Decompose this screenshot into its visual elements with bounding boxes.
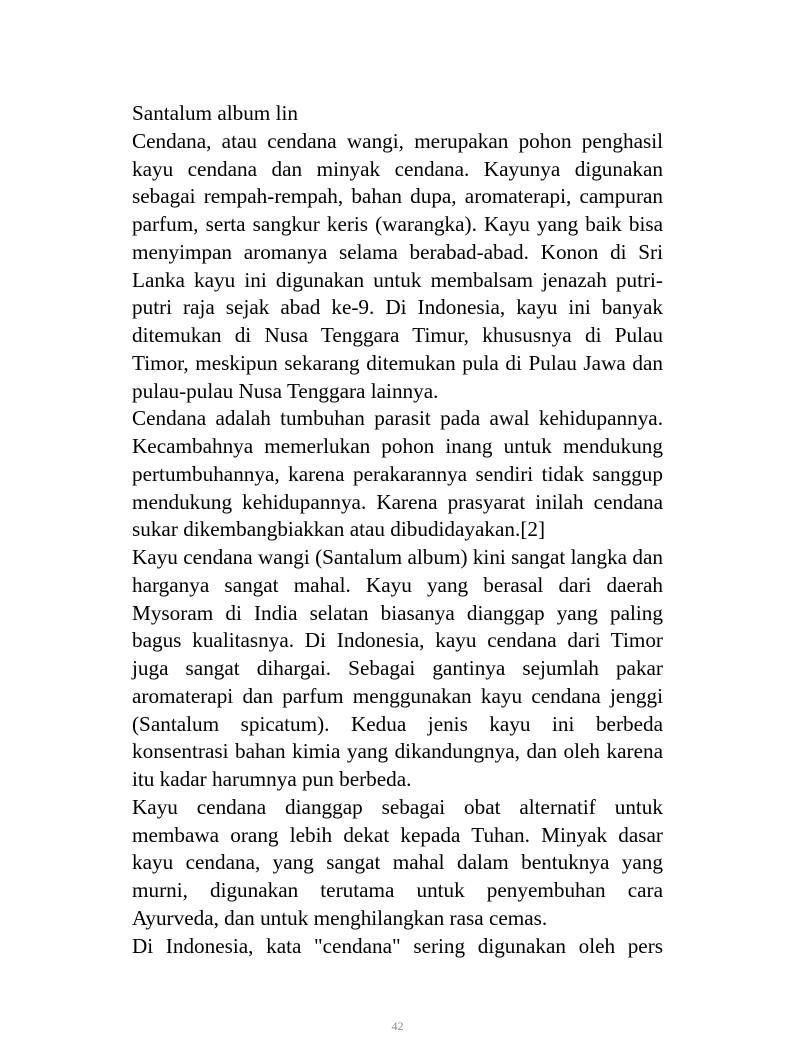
paragraph-2: Cendana adalah tumbuhan parasit pada awal kehidupannya. Kecambahnya memerlukan pohon inang untuk mendukung pertumbuhannya, karena perakarannya sendiri tidak sanggup mendukung kehidupannya. Karena prasyarat inilah cendana sukar dikembangbiakkan atau dibudidayakan.[2]: [132, 406, 663, 542]
paragraph-4: Kayu cendana dianggap sebagai obat alternatif untuk membawa orang lebih dekat kepada Tuhan. Minyak dasar kayu cendana, yang sangat mahal dalam bentuknya yang murni, digunakan terutama untuk penyembuhan cara Ayurveda, dan untuk menghilangkan rasa cemas.: [132, 794, 663, 930]
document-title: Santalum album lin: [132, 101, 298, 125]
page-number: 42: [391, 1019, 404, 1033]
paragraph-5: Di Indonesia, kata "cendana" sering digunakan oleh pers: [132, 933, 663, 958]
document-body: [132, 100, 663, 960]
paragraph-1: Cendana, atau cendana wangi, merupakan pohon penghasil kayu cendana dan minyak cendana. Kayunya digunakan sebagai rempah-rempah, bahan dupa, aromaterapi, campuran parfum, serta sangkur keris (warangka). Kayu yang baik bisa menyimpan aromanya selama berabad-abad. Konon di Sri Lanka kayu ini digunakan untuk membalsam jenazah putri-putri raja sejak abad ke-9. Di Indonesia, kayu ini banyak ditemukan di Nusa Tenggara Timur, khususnya di Pulau Timor, meskipun sekarang ditemukan pula di Pulau Jawa dan pulau-pulau Nusa Tenggara lainnya.: [132, 128, 663, 403]
paragraph-3: Kayu cendana wangi (Santalum album) kini sangat langka dan harganya sangat mahal. Kayu yang berasal dari daerah Mysoram di India selatan biasanya dianggap yang paling bagus kualitasnya. Di Indonesia, kayu cendana dari Timor juga sangat dihargai. Sebagai gantinya sejumlah pakar aromaterapi dan parfum menggunakan kayu cendana jenggi (Santalum spicatum). Kedua jenis kayu ini berbeda konsentrasi bahan kimia yang dikandungnya, dan oleh karena itu kadar harumnya pun berbeda.: [132, 545, 663, 791]
